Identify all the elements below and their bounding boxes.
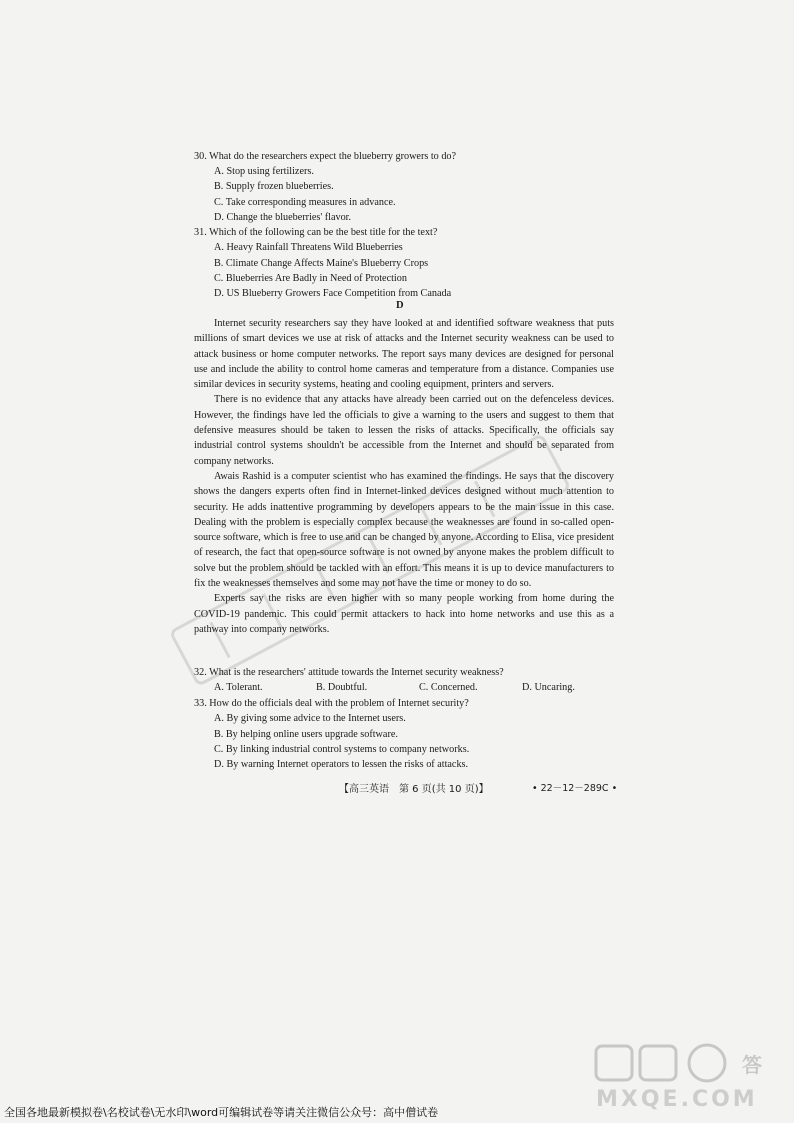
q30-option-d: D. Change the blueberries' flavor. [214,212,352,223]
q31-option-b: B. Climate Change Affects Maine's Blueberry Crops [214,258,429,269]
passage-paragraph-3: Awais Rashid is a computer scientist who has examined the findings. He says that the discovery shows the dangers experts often find in Internet-linked devices designed without much attention to security. He adds inattentive programming by developers appears to be the main issue in this case. Dealing with the problem is especially complex because the weaknesses are found in so-called open-source software, which is free to use and can be changed by anyone. According to Elisa, vice president of research, the fact that open-source software is not owned by anyone makes the problem difficult to solve but the problem should be tackled with an effort. This means it is up to device manufacturers to fix the weaknesses themselves and some may not have the time or money to do so. [194,470,614,590]
q32-option-a: A. Tolerant. [214,682,263,693]
section-heading-d: D [396,300,404,311]
q31-option-a: A. Heavy Rainfall Threatens Wild Blueberries [214,242,403,253]
passage-paragraph-4: Experts say the risks are even higher with so many people working from home during the COVID-19 pandemic. This could permit attackers to hack into home networks and use this as a pathway into company networks. [194,593,614,635]
q33-option-c: C. By linking industrial control systems to company networks. [214,744,470,755]
reading-passage [194,316,614,637]
q33-option-a: A. By giving some advice to the Internet users. [214,713,406,724]
question-30-stem: 30. What do the researchers expect the blueberry growers to do? [194,151,457,162]
q30-option-a: A. Stop using fertilizers. [214,166,314,177]
q33-option-b: B. By helping online users upgrade software. [214,729,398,740]
site-logo-icon [592,1042,772,1112]
question-33-stem: 33. How do the officials deal with the problem of Internet security? [194,698,469,709]
watermark-text: MXQE.COM [596,1087,758,1112]
q33-option-d: D. By warning Internet operators to lessen the risks of attacks. [214,759,469,770]
bottom-notice: 全国各地最新模拟卷\名校试卷\无水印\word可编辑试卷等请关注微信公众号：高中僧试卷 [4,1106,439,1119]
q31-option-c: C. Blueberries Are Badly in Need of Protection [214,273,407,284]
q32-option-d: D. Uncaring. [522,682,575,693]
q30-option-b: B. Supply frozen blueberries. [214,181,334,192]
passage-paragraph-1: Internet security researchers say they have looked at and identified software weakness that puts millions of smart devices we use at risk of attacks and the Internet security weakness can be used to attack business or home computer networks. The report says many devices are designed for personal use and include the ability to control home cameras and temperature from a distance. Companies use similar devices in security systems, heating and cooling equipment, printers and servers. [194,318,614,391]
question-32-stem: 32. What is the researchers' attitude towards the Internet security weakness? [194,667,504,678]
svg-text:答: 答 [742,1053,762,1077]
passage-paragraph-2: There is no evidence that any attacks have already been carried out on the defenceless devices. However, the findings have led the officials to give a warning to the users and suggest to them that defensive measures should be taken to lessen the risks of attacks. Specifically, the officials say industrial control systems shouldn't be accessible from the Internet and should be separated from company networks. [194,394,614,467]
page-footer-code: • 22－12－289C • [532,783,618,794]
page-footer-title: 【高三英语 第 6 页(共 10 页)】 [339,784,489,795]
q32-option-c: C. Concerned. [419,682,478,693]
question-31-stem: 31. Which of the following can be the best title for the text? [194,227,438,238]
q31-option-d: D. US Blueberry Growers Face Competition from Canada [214,288,452,299]
q32-option-b: B. Doubtful. [316,682,368,693]
q30-option-c: C. Take corresponding measures in advance. [214,197,396,208]
